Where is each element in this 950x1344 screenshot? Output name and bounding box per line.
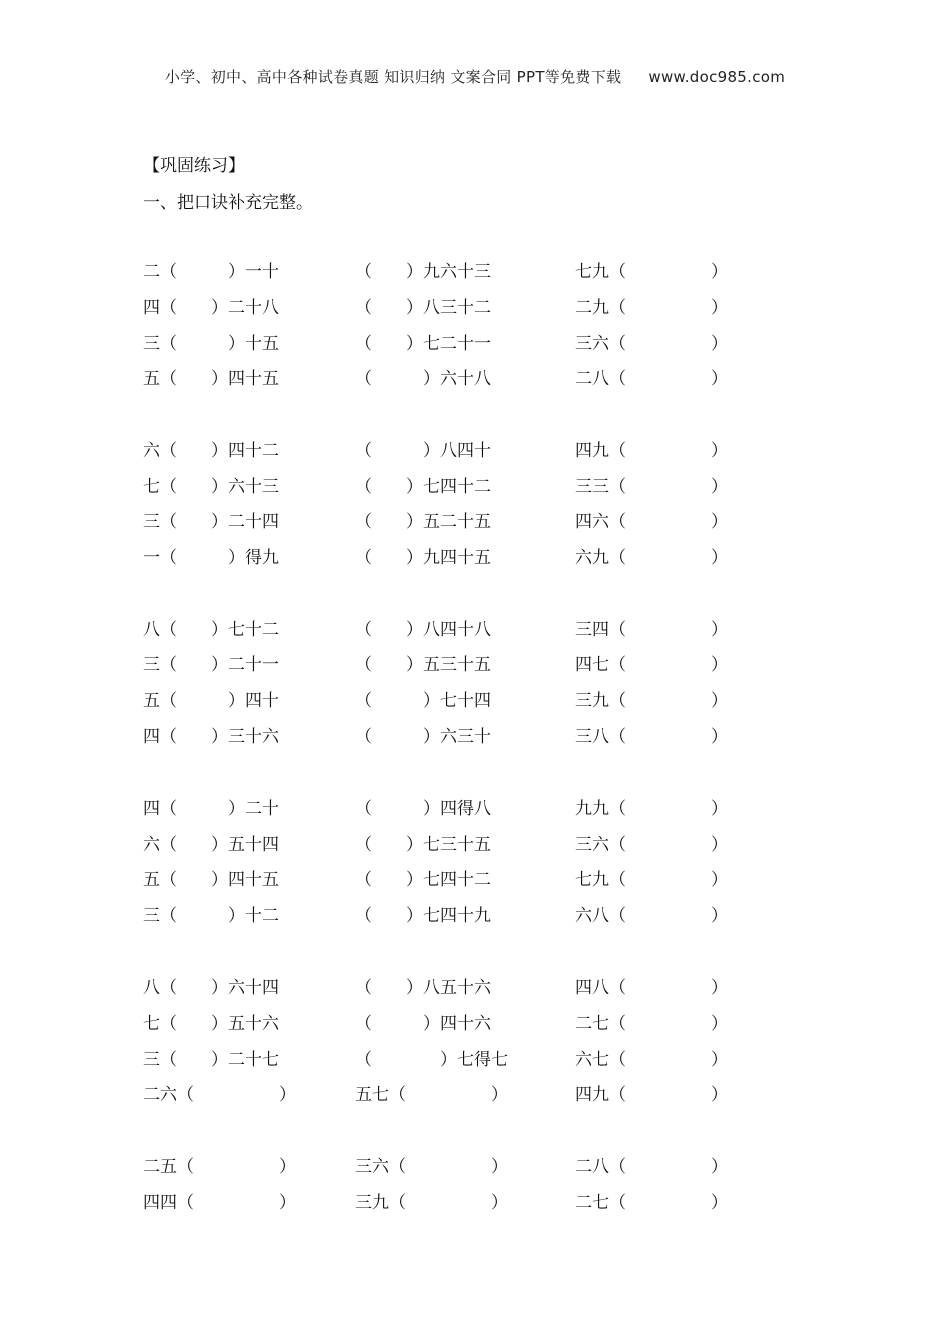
- exercise-item: 六（ ）五十四: [143, 835, 279, 855]
- exercise-item: 七九（ ）: [575, 262, 728, 282]
- exercise-item: 一（ ）得九: [143, 548, 279, 568]
- exercise-item: 四四（ ）: [143, 1193, 296, 1213]
- exercise-item: 四九（ ）: [575, 441, 728, 461]
- exercise-item: 二五（ ）: [143, 1157, 296, 1177]
- exercise-item: 四八（ ）: [575, 978, 728, 998]
- exercise-item: （ ）七得七: [355, 1050, 508, 1070]
- exercise-item: （ ）四得八: [355, 799, 491, 819]
- exercise-item: （ ）八三十二: [355, 298, 491, 318]
- header-site: www.doc985.com: [648, 68, 786, 86]
- exercise-item: （ ）六十八: [355, 369, 491, 389]
- exercise-item: （ ）六三十: [355, 727, 491, 747]
- exercise-item: 四（ ）三十六: [143, 727, 279, 747]
- exercise-item: 三三（ ）: [575, 477, 728, 497]
- section-title: 【巩固练习】: [143, 156, 245, 176]
- exercise-item: 三六（ ）: [355, 1157, 508, 1177]
- exercise-item: 五（ ）四十五: [143, 870, 279, 890]
- exercise-item: 四六（ ）: [575, 512, 728, 532]
- exercise-item: （ ）九四十五: [355, 548, 491, 568]
- exercise-item: （ ）九六十三: [355, 262, 491, 282]
- exercise-item: （ ）七十四: [355, 691, 491, 711]
- exercise-item: 三九（ ）: [355, 1193, 508, 1213]
- exercise-item: 七九（ ）: [575, 870, 728, 890]
- exercise-item: （ ）七四十二: [355, 870, 491, 890]
- exercise-item: （ ）七四十九: [355, 906, 491, 926]
- header-text: 小学、初中、高中各种试卷真题 知识归纳 文案合同 PPT等免费下载: [164, 68, 622, 86]
- exercise-item: 三九（ ）: [575, 691, 728, 711]
- exercise-item: （ ）八四十: [355, 441, 491, 461]
- exercise-item: 二八（ ）: [575, 369, 728, 389]
- exercise-item: 三（ ）十五: [143, 334, 279, 354]
- page-header: [0, 66, 950, 87]
- exercise-item: 八（ ）六十四: [143, 978, 279, 998]
- exercise-item: 七（ ）六十三: [143, 477, 279, 497]
- exercise-item: 七（ ）五十六: [143, 1014, 279, 1034]
- exercise-item: 三（ ）二十七: [143, 1050, 279, 1070]
- exercise-item: （ ）八四十八: [355, 620, 491, 640]
- exercise-item: 五（ ）四十五: [143, 369, 279, 389]
- exercise-item: 六九（ ）: [575, 548, 728, 568]
- exercise-item: 九九（ ）: [575, 799, 728, 819]
- exercise-item: （ ）八五十六: [355, 978, 491, 998]
- exercise-item: 五七（ ）: [355, 1085, 508, 1105]
- exercise-item: 三（ ）十二: [143, 906, 279, 926]
- exercise-item: 六八（ ）: [575, 906, 728, 926]
- exercise-item: 四九（ ）: [575, 1085, 728, 1105]
- exercise-item: 二六（ ）: [143, 1085, 296, 1105]
- exercise-item: 二八（ ）: [575, 1157, 728, 1177]
- exercise-item: 三六（ ）: [575, 334, 728, 354]
- exercise-item: 三（ ）二十四: [143, 512, 279, 532]
- exercise-item: 二（ ）一十: [143, 262, 279, 282]
- exercise-item: （ ）七四十二: [355, 477, 491, 497]
- exercise-item: 二七（ ）: [575, 1193, 728, 1213]
- exercise-item: （ ）七三十五: [355, 835, 491, 855]
- exercise-item: 三四（ ）: [575, 620, 728, 640]
- instruction: 一、把口诀补充完整。: [143, 193, 313, 213]
- exercise-item: 三八（ ）: [575, 727, 728, 747]
- exercise-item: 六（ ）四十二: [143, 441, 279, 461]
- exercise-item: 四（ ）二十八: [143, 298, 279, 318]
- exercise-item: （ ）五三十五: [355, 655, 491, 675]
- exercise-item: （ ）五二十五: [355, 512, 491, 532]
- exercise-item: 三（ ）二十一: [143, 655, 279, 675]
- exercise-item: 四七（ ）: [575, 655, 728, 675]
- exercise-item: 三六（ ）: [575, 835, 728, 855]
- exercise-item: 四（ ）二十: [143, 799, 279, 819]
- exercise-item: 八（ ）七十二: [143, 620, 279, 640]
- exercise-item: 六七（ ）: [575, 1050, 728, 1070]
- exercise-item: （ ）七二十一: [355, 334, 491, 354]
- exercise-item: 二九（ ）: [575, 298, 728, 318]
- exercise-item: （ ）四十六: [355, 1014, 491, 1034]
- exercise-item: 五（ ）四十: [143, 691, 279, 711]
- exercise-item: 二七（ ）: [575, 1014, 728, 1034]
